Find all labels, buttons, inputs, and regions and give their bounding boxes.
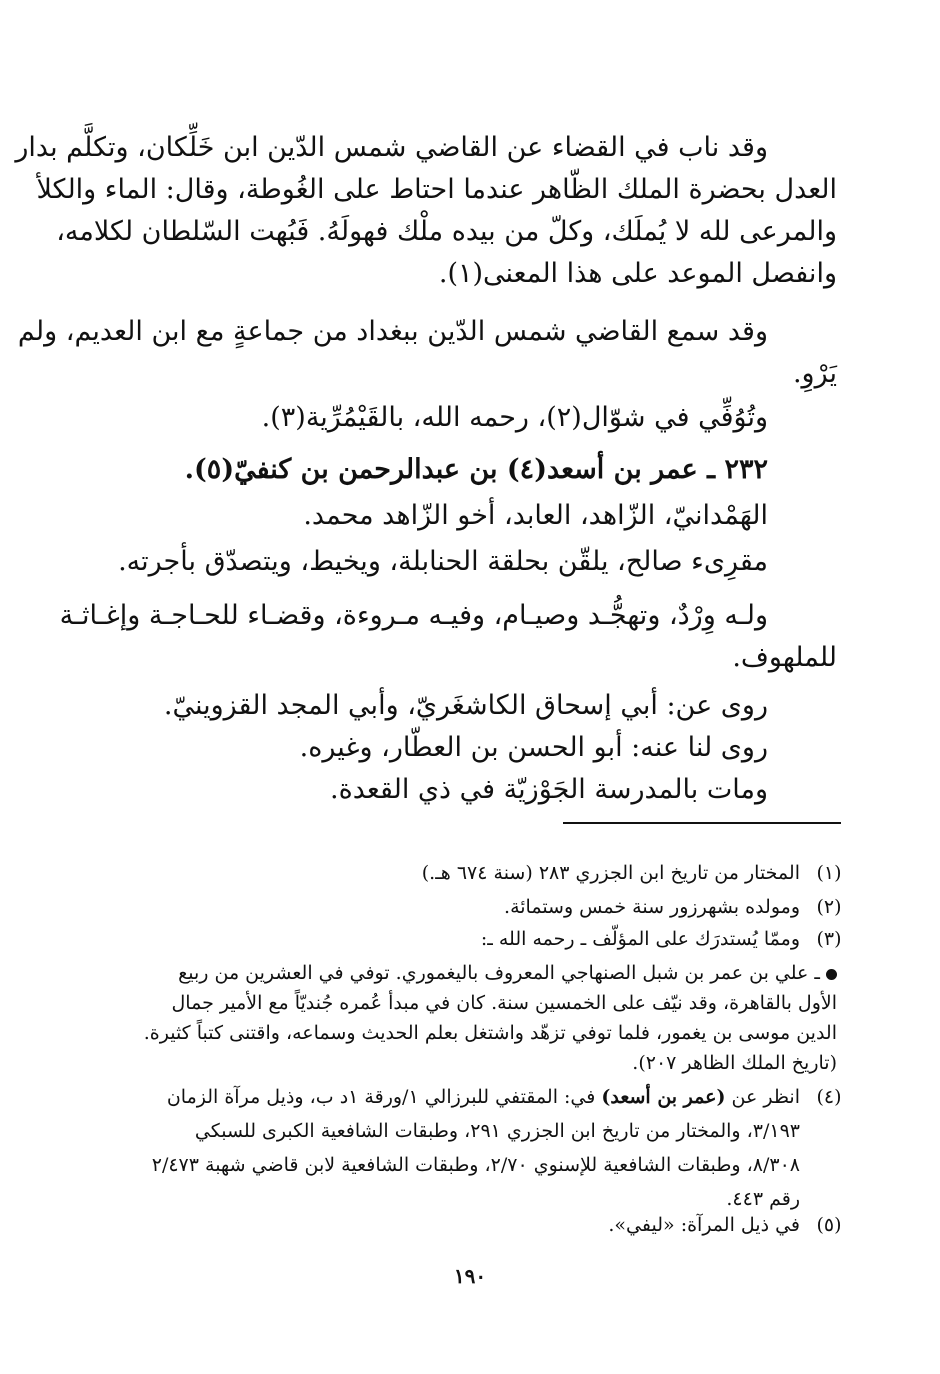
footnote-3-text: وممّا يُستدرَك على المؤلّف ـ رحمه الله ـ:: [480, 928, 800, 950]
body-line-14: روى لنا عنه: أبو الحسن بن العطّار، وغيره.: [299, 732, 768, 763]
body-line-5: وقد سمع القاضي شمس الدّين ببغداد من جماعةٍ مع ابن العديم، ولم: [17, 316, 768, 347]
footnote-1-text: المختار من تاريخ ابن الجزري ٢٨٣ (سنة ٦٧٤ هـ.): [421, 862, 800, 884]
body-line-4: وانفصل الموعد على هذا المعنى(١).: [438, 258, 837, 289]
footnote-3-sub-line-2: الأول بالقاهرة، وقد نيّف على الخمسين سنة. كان في مبدأ عُمره جُنديّاً مع الأمير جمال: [171, 992, 837, 1014]
body-line-9: الهَمْدانيّ، الزّاهد، العابد، أخو الزّاهد محمد.: [303, 500, 768, 531]
footnote-separator: [563, 822, 841, 824]
body-line-10: مقرِىء صالح، يلقّن بحلقة الحنابلة، ويخيط، ويتصدّق بأجرته.: [118, 546, 768, 577]
footnote-4-line-3: ٨/٣٠٨، وطبقات الشافعية للإسنوي ٢/٧٠، وطبقات الشافعية لابن قاضي شهبة ٢/٤٧٣: [151, 1154, 800, 1176]
page-number: ١٩٠: [453, 1264, 487, 1288]
footnote-3-number: (٣): [816, 928, 842, 950]
footnote-2-text: ومولده بشهرزور سنة خمس وستمائة.: [504, 896, 800, 918]
footnote-3-sub-line-4: (تاريخ الملك الظاهر ٢٠٧).: [632, 1052, 837, 1074]
footnote-4-line-1: انظر عن (عمر بن أسعد) في: المقتفي للبرزالي ١/ورقة ١د ب، وذيل مرآة الزمان: [166, 1086, 800, 1108]
footnote-4-number: (٤): [816, 1086, 842, 1108]
bullet-icon: [826, 969, 837, 980]
footnote-4-line-4: رقم ٤٤٣.: [726, 1188, 800, 1210]
body-line-11: ولـه وِرْدٌ، وتهجُّـد وصيـام، وفيـه مـروءة، وقضـاء للحـاجـة وإغـاثـة: [59, 600, 768, 631]
body-line-3: والمرعى لله لا يُملَك، وكلّ من بيده ملْك فهولَهُ. فَبُهت السّلطان لكلامه،: [56, 216, 837, 247]
footnote-4-line-2: ٣/١٩٣، والمختار من تاريخ ابن الجزري ٢٩١، وطبقات الشافعية الكبرى للسبكي: [194, 1120, 800, 1142]
footnote-2-number: (٢): [816, 896, 842, 918]
footnote-1-number: (١): [816, 862, 842, 884]
footnote-5-number: (٥): [816, 1214, 842, 1236]
body-line-7: وتُوُفِّي في شوّال(٢)، رحمه الله، بالقَيْمُرِّية(٣).: [261, 402, 768, 433]
body-line-15: ومات بالمدرسة الجَوْزيّة في ذي القعدة.: [330, 774, 768, 805]
body-line-1: وقد ناب في القضاء عن القاضي شمس الدّين ابن خَلِّكان، وتكلَّم بدار: [15, 132, 768, 163]
footnote-3-sub-line-3: الدين موسى بن يغمور، فلما توفي تزهّد واشتغل بعلم الحديث وسماعه، واقتنى كتباً كثيرة.: [143, 1022, 837, 1044]
footnote-3-sub-line-1: ـ علي بن عمر بن شبل الصنهاجي المعروف باليغموري. توفي في العشرين من ربيع: [178, 958, 837, 988]
footnote-5-text: في ذيل المرآة: «ليفي».: [608, 1214, 800, 1236]
body-line-13: روى عن: أبي إسحاق الكاشغَريّ، وأبي المجد القزوينيّ.: [163, 690, 768, 721]
body-line-6: يَرْوِ.: [792, 358, 837, 389]
body-line-2: العدل بحضرة الملك الظّاهر عندما احتاط على الغُوطة، وقال: الماء والكلأ: [36, 174, 837, 205]
entry-heading: ٢٣٢ ـ عمر بن أسعد(٤) بن عبدالرحمن بن كنفيّ(٥).: [184, 454, 768, 485]
body-line-12: للملهوف.: [732, 642, 837, 673]
